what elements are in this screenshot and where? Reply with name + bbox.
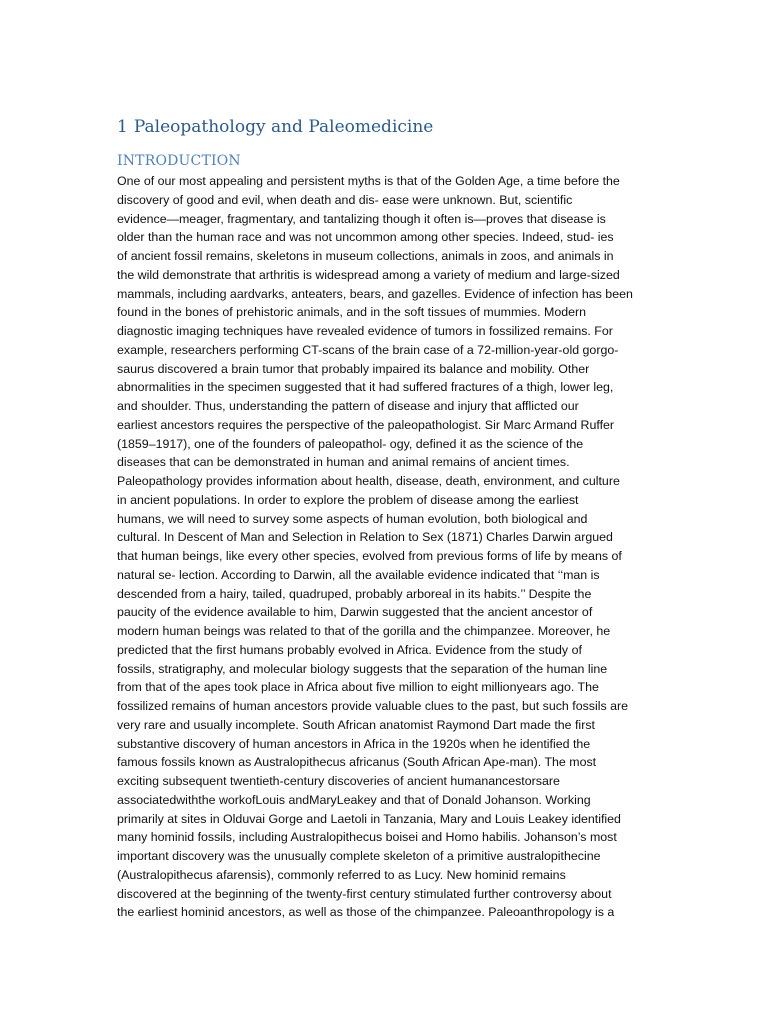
section-heading: INTRODUCTION (117, 153, 241, 169)
body-text-line: that human beings, like every other species, evolved from previous forms of life by means of (117, 549, 622, 563)
body-text-line: older than the human race and was not uncommon among other species. Indeed, stud- ies (117, 230, 614, 245)
body-text-line: many hominid fossils, including Australopithecus boisei and Homo habilis. Johanson’s most (117, 830, 617, 845)
body-text-line: exciting subsequent twentieth-century discoveries of ancient humanancestorsare (117, 774, 560, 788)
body-text-line: saurus discovered a brain tumor that probably impaired its balance and mobility. Other (117, 361, 590, 376)
body-text-line: (Australopithecus afarensis), commonly referred to as Lucy. New hominid remains (117, 867, 566, 882)
body-text-line: predicted that the first humans probably evolved in Africa. Evidence from the study of (117, 642, 582, 657)
body-text-line: earliest ancestors requires the perspective of the paleopathologist. Sir Marc Armand Ruffer (117, 417, 615, 432)
body-text-line: and shoulder. Thus, understanding the pattern of disease and injury that afflicted our (117, 399, 579, 413)
body-text-line: mammals, including aardvarks, anteaters, bears, and gazelles. Evidence of infection has been (117, 286, 633, 301)
body-text-line: cultural. In Descent of Man and Selection in Relation to Sex (1871) Charles Darwin argued (117, 530, 613, 545)
chapter-title (117, 114, 433, 140)
body-text-line: the wild demonstrate that arthritis is widespread among a variety of medium and large-sized (117, 267, 620, 282)
body-text-line: natural se- lection. According to Darwin, all the available evidence indicated that ‘‘man is (117, 567, 600, 582)
body-text-line: discovered at the beginning of the twenty-first century stimulated further controversy about (117, 886, 612, 901)
body-text-line: diagnostic imaging techniques have revealed evidence of tumors in fossilized remains. For (117, 324, 613, 338)
body-text-line: of ancient fossil remains, skeletons in museum collections, animals in zoos, and animals in (117, 249, 614, 263)
body-text-line: abnormalities in the specimen suggested that it had suffered fractures of a thigh, lower leg, (117, 380, 614, 395)
body-text-line: (1859–1917), one of the founders of paleopathol- ogy, defined it as the science of the (117, 436, 584, 451)
body-text-line: fossils, stratigraphy, and molecular biology suggests that the separation of the human line (117, 661, 608, 676)
body-text-line: the earliest hominid ancestors, as well as those of the chimpanzee. Paleoanthropology is a (117, 905, 615, 920)
body-text-line: famous fossils known as Australopithecus africanus (South African Ape-man). The most (117, 755, 597, 770)
body-text (117, 172, 657, 922)
body-text-line: descended from a hairy, tailed, quadruped, probably arboreal in its habits.’’ Despite the (117, 586, 592, 601)
body-text-line: diseases that can be demonstrated in human and animal remains of ancient times. (117, 455, 570, 470)
body-text-line: evidence—meager, fragmentary, and tantalizing though it often is—proves that disease is (117, 211, 606, 226)
body-text-line: modern human beings was related to that of the gorilla and the chimpanzee. Moreover, he (117, 624, 611, 638)
body-text-line: in ancient populations. In order to explore the problem of disease among the earliest (117, 492, 579, 507)
chapter-title-text: Paleopathology and Paleomedicine (133, 117, 434, 137)
body-text-line: Paleopathology provides information about health, disease, death, environment, and culture (117, 474, 620, 488)
body-text-line: humans, we will need to survey some aspects of human evolution, both biological and (117, 511, 588, 526)
body-text-line: paucity of the evidence available to him, Darwin suggested that the ancient ancestor of (117, 605, 593, 620)
body-text-line: important discovery was the unusually complete skeleton of a primitive australopithecine (117, 849, 601, 863)
chapter-number: 1 (117, 117, 128, 137)
body-text-line: from that of the apes took place in Africa about five million to eight millionyears ago. The (117, 680, 599, 695)
body-text-line: very rare and usually incomplete. South African anatomist Raymond Dart made the first (117, 717, 595, 732)
body-text-line: associatedwiththe workofLouis andMaryLeakey and that of Donald Johanson. Working (117, 792, 591, 807)
body-text-line: example, researchers performing CT-scans of the brain case of a 72-million-year-old gorgo- (117, 342, 619, 357)
body-text-line: found in the bones of prehistoric animals, and in the soft tissues of mummies. Modern (117, 305, 587, 320)
body-text-line: fossilized remains of human ancestors provide valuable clues to the past, but such fossils are (117, 699, 629, 713)
body-text-line: substantive discovery of human ancestors in Africa in the 1920s when he identified the (117, 736, 591, 751)
body-text-line: One of our most appealing and persistent myths is that of the Golden Age, a time before the (117, 174, 620, 188)
body-text-line: primarily at sites in Olduvai Gorge and Laetoli in Tanzania, Mary and Louis Leakey identified (117, 811, 621, 826)
body-text-line: discovery of good and evil, when death and dis- ease were unknown. But, scientific (117, 192, 573, 207)
